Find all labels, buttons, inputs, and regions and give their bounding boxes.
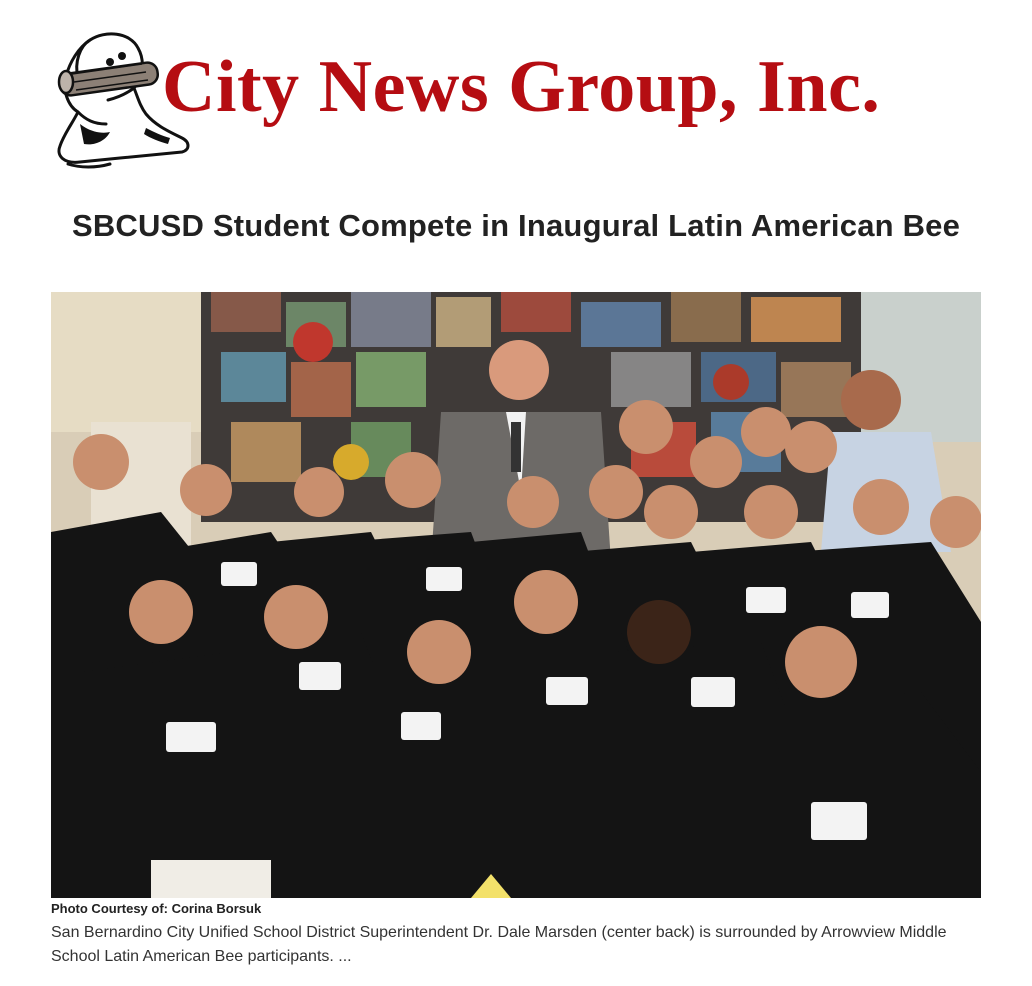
article-headline: SBCUSD Student Compete in Inaugural Latin American Bee	[71, 208, 961, 243]
brand-name: City News Group, Inc.	[162, 46, 881, 128]
masthead	[50, 28, 980, 174]
photo-caption: San Bernardino City Unified School District Superintendent Dr. Dale Marsden (center back) is surrounded by Arrowview Middle School Latin American Bee participants. ...	[51, 924, 947, 965]
photo-credit: Photo Courtesy of: Corina Borsuk	[51, 901, 262, 916]
article-photo	[51, 292, 981, 898]
